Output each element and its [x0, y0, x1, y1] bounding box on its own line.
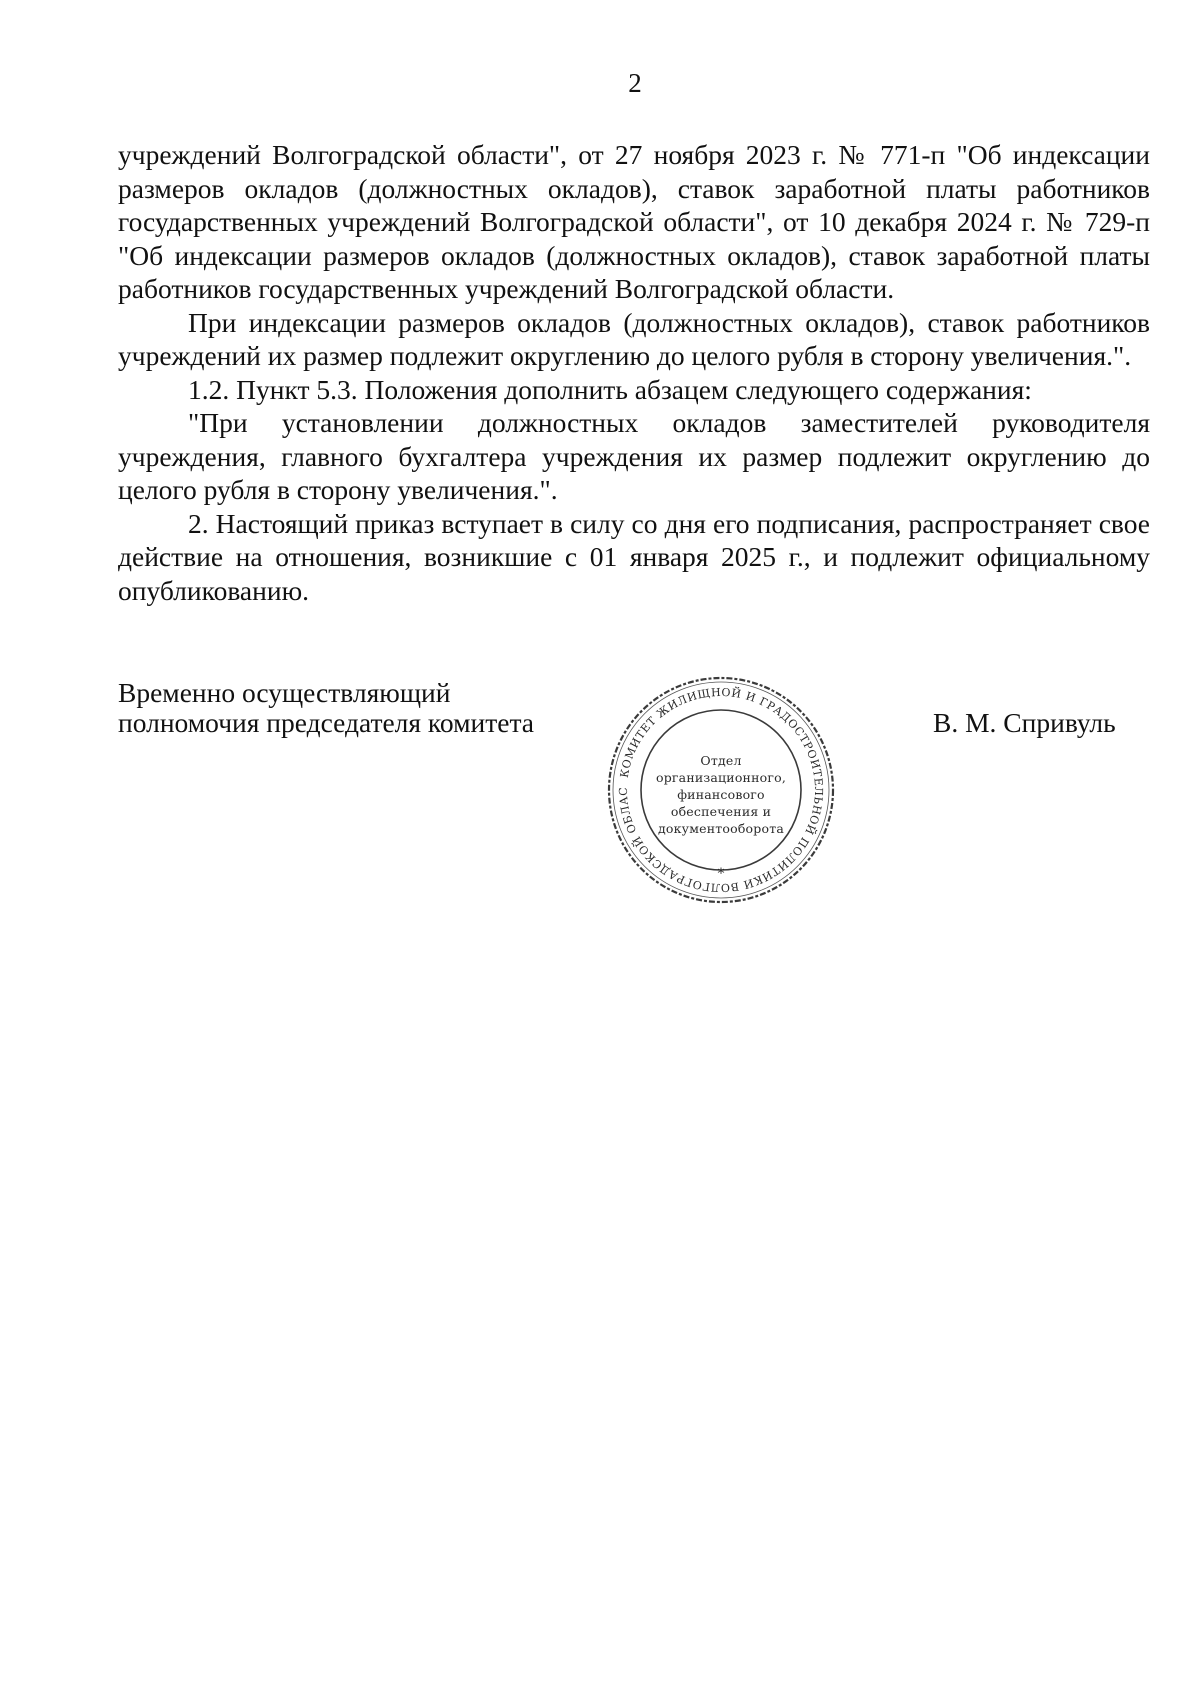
seal-center-text [641, 752, 801, 837]
official-seal [604, 673, 838, 907]
page-number: 2 [628, 68, 642, 98]
seal-center-line-1: Отдел [700, 753, 742, 768]
signatory-position-line-2: полномочия председателя комитета [118, 707, 535, 738]
signatory-position-line-1: Временно осуществляющий [118, 677, 451, 708]
seal-center-line-5: документооборота [658, 821, 784, 836]
seal-star: * [717, 866, 725, 882]
signatory-name: В. М. Спривуль [933, 707, 1116, 738]
document-body [118, 138, 1150, 607]
signatory-position [118, 678, 534, 738]
paragraph-amendment-text: "При установлении должностных окладов заместителей руководителя учреждения, главного бухгалтера учреждения их размер подлежит округлению до целого рубля в сторону увеличения.". [118, 407, 1150, 505]
seal-center-line-4: обеспечения и [670, 804, 772, 819]
paragraph-amendment-1-2: 1.2. Пункт 5.3. Положения дополнить абзацем следующего содержания: [188, 373, 1032, 405]
paragraph-effective-date: 2. Настоящий приказ вступает в силу со дня его подписания, распространяет свое действие на отношения, возникшие с 01 января 2025 г., и подлежит официальному опубликованию. [118, 507, 1150, 606]
seal-center-line-2: организационного, [656, 770, 786, 785]
seal-center-line-3: финансового [677, 787, 765, 802]
seal-ring-text: КОМИТЕТ ЖИЛИЩНОЙ И ГРАДОСТРОИТЕЛЬНОЙ ПОЛИТИКИ ВОЛГОГРАДСКОЙ ОБЛАС [616, 685, 826, 895]
paragraph-continuation: учреждений Волгоградской области", от 27 ноября 2023 г. № 771-п "Об индексации размеров окладов (должностных окладов), ставок заработной платы работников государственных учреждений Волгоградской области", от 10 декабря 2024 г. № 729-п "Об индексации размеров окладов (должностных окладов), ставок заработной платы работников государственных учреждений Волгоградской области. [118, 139, 1150, 304]
paragraph-rounding-rule: При индексации размеров окладов (должностных окладов), ставок работников учреждений их размер подлежит округлению до целого рубля в сторону увеличения.". [118, 306, 1150, 371]
